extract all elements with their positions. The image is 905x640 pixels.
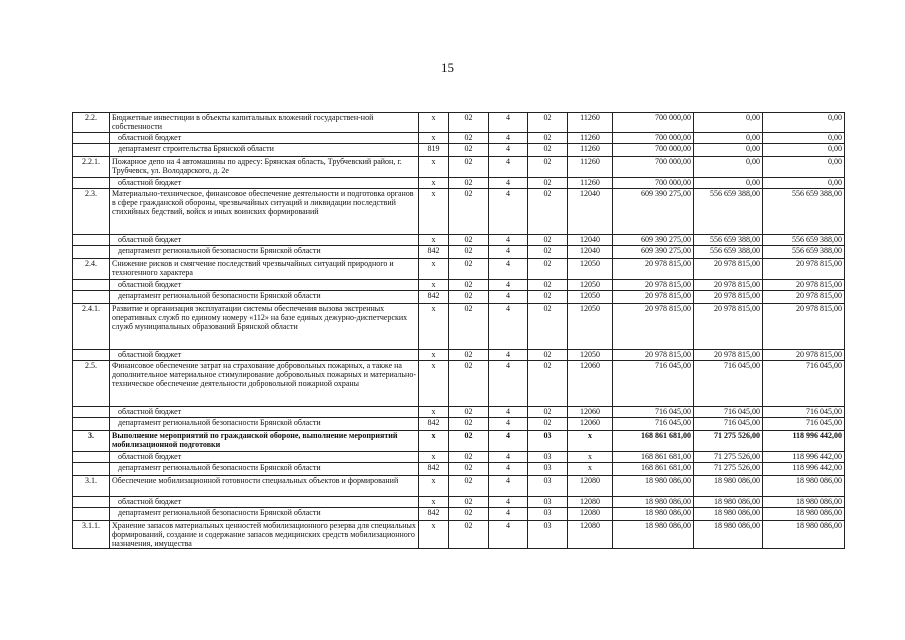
table-row (73, 476, 845, 497)
code-admin-cell: х (419, 157, 449, 178)
amount-year1-cell: 716 045,00 (613, 361, 694, 407)
code-direction-cell: 12040 (568, 246, 613, 259)
row-name-cell: Развитие и организация эксплуатации системы обеспечения вызова экстренных оперативных служб по единому номеру «112» на базе единых дежурно-диспетчерских служб муниципальных образований Брянской области (110, 304, 419, 350)
row-name-cell: Обеспечение мобилизационной готовности специальных объектов и формирований (110, 476, 419, 497)
code-program-cell: 4 (489, 476, 528, 497)
table-row (73, 189, 845, 235)
row-number-cell: 2.3. (73, 189, 110, 235)
amount-year3-cell: 18 980 086,00 (763, 508, 845, 521)
amount-year2-cell: 0,00 (694, 144, 763, 157)
row-name-cell: департамент региональной безопасности Брянской области (110, 291, 419, 304)
row-number-cell: 2.4. (73, 259, 110, 280)
code-subprogram-cell: 03 (528, 497, 568, 508)
table-row (73, 508, 845, 521)
amount-year3-cell: 0,00 (763, 157, 845, 178)
amount-year2-cell: 20 978 815,00 (694, 280, 763, 291)
code-direction-cell: 12050 (568, 280, 613, 291)
amount-year1-cell: 20 978 815,00 (613, 304, 694, 350)
amount-year3-cell: 20 978 815,00 (763, 280, 845, 291)
row-number-cell (73, 418, 110, 431)
code-section-cell: 02 (449, 189, 489, 235)
row-number-cell (73, 350, 110, 361)
row-name-cell: Выполнение мероприятий по гражданской обороне, выполнение мероприятий мобилизационной подготовки (110, 431, 419, 452)
code-admin-cell: х (419, 407, 449, 418)
table-row (73, 157, 845, 178)
amount-year3-cell: 20 978 815,00 (763, 259, 845, 280)
table-row (73, 407, 845, 418)
row-name-cell: областной бюджет (110, 280, 419, 291)
row-number-cell (73, 235, 110, 246)
code-subprogram-cell: 02 (528, 291, 568, 304)
code-direction-cell: 11260 (568, 144, 613, 157)
row-name-cell: областной бюджет (110, 452, 419, 463)
amount-year2-cell: 556 659 388,00 (694, 246, 763, 259)
row-name-cell: департамент строительства Брянской области (110, 144, 419, 157)
code-subprogram-cell: 02 (528, 280, 568, 291)
row-name-cell: Бюджетные инвестиции в объекты капитальных вложений государствен-ной собственности (110, 113, 419, 133)
amount-year3-cell: 118 996 442,00 (763, 431, 845, 452)
code-admin-cell: х (419, 178, 449, 189)
row-number-cell (73, 178, 110, 189)
code-subprogram-cell: 02 (528, 133, 568, 144)
amount-year2-cell: 716 045,00 (694, 418, 763, 431)
amount-year1-cell: 700 000,00 (613, 133, 694, 144)
row-name-cell: областной бюджет (110, 235, 419, 246)
code-section-cell: 02 (449, 497, 489, 508)
code-direction-cell: 12080 (568, 521, 613, 549)
code-section-cell: 02 (449, 291, 489, 304)
amount-year1-cell: 20 978 815,00 (613, 280, 694, 291)
code-direction-cell: 12060 (568, 407, 613, 418)
code-program-cell: 4 (489, 246, 528, 259)
code-program-cell: 4 (489, 521, 528, 549)
amount-year3-cell: 18 980 086,00 (763, 521, 845, 549)
amount-year1-cell: 168 861 681,00 (613, 463, 694, 476)
code-subprogram-cell: 02 (528, 113, 568, 133)
code-subprogram-cell: 02 (528, 189, 568, 235)
code-subprogram-cell: 02 (528, 304, 568, 350)
code-program-cell: 4 (489, 304, 528, 350)
code-direction-cell: 12050 (568, 350, 613, 361)
table-row (73, 431, 845, 452)
row-number-cell (73, 508, 110, 521)
row-name-cell: департамент региональной безопасности Брянской области (110, 463, 419, 476)
table-row (73, 497, 845, 508)
code-direction-cell: 12050 (568, 259, 613, 280)
code-subprogram-cell: 03 (528, 508, 568, 521)
code-admin-cell: 819 (419, 144, 449, 157)
code-program-cell: 4 (489, 157, 528, 178)
code-section-cell: 02 (449, 157, 489, 178)
row-number-cell: 3.1. (73, 476, 110, 497)
row-number-cell (73, 144, 110, 157)
amount-year2-cell: 20 978 815,00 (694, 259, 763, 280)
amount-year1-cell: 700 000,00 (613, 157, 694, 178)
row-number-cell (73, 452, 110, 463)
code-admin-cell: 842 (419, 291, 449, 304)
row-number-cell: 3. (73, 431, 110, 452)
code-section-cell: 02 (449, 431, 489, 452)
code-program-cell: 4 (489, 407, 528, 418)
amount-year1-cell: 609 390 275,00 (613, 189, 694, 235)
code-admin-cell: х (419, 361, 449, 407)
table-row (73, 235, 845, 246)
amount-year2-cell: 556 659 388,00 (694, 235, 763, 246)
code-section-cell: 02 (449, 407, 489, 418)
table-row (73, 246, 845, 259)
code-direction-cell: 11260 (568, 178, 613, 189)
row-name-cell: департамент региональной безопасности Брянской области (110, 246, 419, 259)
row-name-cell: областной бюджет (110, 178, 419, 189)
code-direction-cell: 12080 (568, 497, 613, 508)
table-row (73, 521, 845, 549)
code-program-cell: 4 (489, 235, 528, 246)
amount-year1-cell: 18 980 086,00 (613, 497, 694, 508)
amount-year3-cell: 556 659 388,00 (763, 235, 845, 246)
code-admin-cell: х (419, 521, 449, 549)
table-row (73, 452, 845, 463)
code-section-cell: 02 (449, 304, 489, 350)
code-direction-cell: 12060 (568, 418, 613, 431)
amount-year2-cell: 716 045,00 (694, 361, 763, 407)
row-name-cell: областной бюджет (110, 497, 419, 508)
table-row (73, 280, 845, 291)
amount-year3-cell: 20 978 815,00 (763, 304, 845, 350)
row-number-cell (73, 133, 110, 144)
code-section-cell: 02 (449, 246, 489, 259)
code-subprogram-cell: 02 (528, 407, 568, 418)
table-row (73, 418, 845, 431)
amount-year3-cell: 20 978 815,00 (763, 291, 845, 304)
amount-year2-cell: 18 980 086,00 (694, 497, 763, 508)
code-subprogram-cell: 02 (528, 144, 568, 157)
amount-year3-cell: 556 659 388,00 (763, 189, 845, 235)
code-direction-cell: 12080 (568, 508, 613, 521)
code-subprogram-cell: 02 (528, 178, 568, 189)
table-row (73, 259, 845, 280)
amount-year1-cell: 700 000,00 (613, 178, 694, 189)
code-admin-cell: 842 (419, 463, 449, 476)
code-program-cell: 4 (489, 259, 528, 280)
amount-year2-cell: 716 045,00 (694, 407, 763, 418)
code-section-cell: 02 (449, 178, 489, 189)
amount-year3-cell: 18 980 086,00 (763, 476, 845, 497)
code-subprogram-cell: 03 (528, 521, 568, 549)
amount-year3-cell: 118 996 442,00 (763, 463, 845, 476)
amount-year3-cell: 0,00 (763, 133, 845, 144)
code-admin-cell: х (419, 259, 449, 280)
code-program-cell: 4 (489, 133, 528, 144)
amount-year1-cell: 20 978 815,00 (613, 291, 694, 304)
amount-year1-cell: 18 980 086,00 (613, 476, 694, 497)
budget-table (72, 112, 845, 549)
amount-year2-cell: 18 980 086,00 (694, 508, 763, 521)
amount-year3-cell: 118 996 442,00 (763, 452, 845, 463)
code-section-cell: 02 (449, 463, 489, 476)
code-direction-cell: 12050 (568, 291, 613, 304)
code-admin-cell: х (419, 452, 449, 463)
code-section-cell: 02 (449, 133, 489, 144)
code-subprogram-cell: 03 (528, 452, 568, 463)
table-row (73, 178, 845, 189)
amount-year2-cell: 0,00 (694, 133, 763, 144)
code-admin-cell: х (419, 133, 449, 144)
code-subprogram-cell: 02 (528, 246, 568, 259)
code-admin-cell: х (419, 497, 449, 508)
row-number-cell (73, 497, 110, 508)
code-subprogram-cell: 02 (528, 418, 568, 431)
code-program-cell: 4 (489, 418, 528, 431)
code-subprogram-cell: 02 (528, 235, 568, 246)
row-number-cell (73, 246, 110, 259)
page-number: 15 (441, 60, 454, 75)
code-subprogram-cell: 02 (528, 259, 568, 280)
amount-year1-cell: 168 861 681,00 (613, 452, 694, 463)
code-direction-cell: 11260 (568, 113, 613, 133)
amount-year2-cell: 20 978 815,00 (694, 304, 763, 350)
row-name-cell: Снижение рисков и смягчение последствий чрезвычайных ситуаций природного и техногенного характера (110, 259, 419, 280)
code-program-cell: 4 (489, 361, 528, 407)
amount-year2-cell: 71 275 526,00 (694, 431, 763, 452)
code-program-cell: 4 (489, 291, 528, 304)
amount-year3-cell: 0,00 (763, 113, 845, 133)
code-subprogram-cell: 02 (528, 350, 568, 361)
row-number-cell (73, 463, 110, 476)
row-name-cell: Материально-техническое, финансовое обеспечение деятельности и подготовка органов в сфере гражданской обороны, чрезвычайных ситуаций и ликвидации последствий стихийных бедствий, войск и иных воинских формирований (110, 189, 419, 235)
row-name-cell: департамент региональной безопасности Брянской области (110, 418, 419, 431)
code-subprogram-cell: 03 (528, 431, 568, 452)
code-direction-cell: 12040 (568, 189, 613, 235)
code-admin-cell: х (419, 280, 449, 291)
amount-year3-cell: 716 045,00 (763, 361, 845, 407)
row-name-cell: Пожарное депо на 4 автомашины по адресу: Брянская область, Трубчевский район, г. Трубчевск, ул. Володарского, д. 2е (110, 157, 419, 178)
amount-year1-cell: 716 045,00 (613, 418, 694, 431)
amount-year1-cell: 700 000,00 (613, 113, 694, 133)
code-admin-cell: х (419, 113, 449, 133)
amount-year1-cell: 609 390 275,00 (613, 235, 694, 246)
code-admin-cell: х (419, 235, 449, 246)
code-program-cell: 4 (489, 113, 528, 133)
amount-year1-cell: 20 978 815,00 (613, 350, 694, 361)
row-name-cell: департамент региональной безопасности Брянской области (110, 508, 419, 521)
code-section-cell: 02 (449, 350, 489, 361)
table-row (73, 463, 845, 476)
amount-year2-cell: 0,00 (694, 157, 763, 178)
code-admin-cell: х (419, 476, 449, 497)
amount-year1-cell: 609 390 275,00 (613, 246, 694, 259)
code-program-cell: 4 (489, 463, 528, 476)
code-admin-cell: х (419, 304, 449, 350)
row-number-cell (73, 407, 110, 418)
code-direction-cell: х (568, 452, 613, 463)
code-direction-cell: х (568, 431, 613, 452)
code-section-cell: 02 (449, 508, 489, 521)
amount-year1-cell: 20 978 815,00 (613, 259, 694, 280)
code-section-cell: 02 (449, 280, 489, 291)
code-section-cell: 02 (449, 476, 489, 497)
code-direction-cell: 12050 (568, 304, 613, 350)
code-admin-cell: х (419, 189, 449, 235)
code-program-cell: 4 (489, 508, 528, 521)
code-direction-cell: 11260 (568, 133, 613, 144)
row-name-cell: областной бюджет (110, 350, 419, 361)
amount-year2-cell: 556 659 388,00 (694, 189, 763, 235)
row-number-cell (73, 291, 110, 304)
amount-year3-cell: 716 045,00 (763, 418, 845, 431)
row-number-cell: 2.2.1. (73, 157, 110, 178)
code-subprogram-cell: 03 (528, 463, 568, 476)
code-admin-cell: х (419, 431, 449, 452)
row-number-cell: 2.2. (73, 113, 110, 133)
table-row (73, 291, 845, 304)
code-program-cell: 4 (489, 280, 528, 291)
code-program-cell: 4 (489, 189, 528, 235)
table-row (73, 350, 845, 361)
code-section-cell: 02 (449, 144, 489, 157)
code-section-cell: 02 (449, 452, 489, 463)
code-program-cell: 4 (489, 350, 528, 361)
amount-year2-cell: 18 980 086,00 (694, 476, 763, 497)
amount-year1-cell: 168 861 681,00 (613, 431, 694, 452)
row-name-cell: областной бюджет (110, 407, 419, 418)
table-row (73, 144, 845, 157)
code-direction-cell: 12040 (568, 235, 613, 246)
code-direction-cell: 11260 (568, 157, 613, 178)
code-section-cell: 02 (449, 361, 489, 407)
code-section-cell: 02 (449, 259, 489, 280)
table-row (73, 133, 845, 144)
amount-year3-cell: 0,00 (763, 178, 845, 189)
amount-year3-cell: 716 045,00 (763, 407, 845, 418)
code-subprogram-cell: 02 (528, 361, 568, 407)
amount-year2-cell: 0,00 (694, 178, 763, 189)
amount-year1-cell: 716 045,00 (613, 407, 694, 418)
amount-year2-cell: 20 978 815,00 (694, 350, 763, 361)
code-program-cell: 4 (489, 452, 528, 463)
amount-year1-cell: 18 980 086,00 (613, 521, 694, 549)
code-direction-cell: 12080 (568, 476, 613, 497)
code-admin-cell: 842 (419, 246, 449, 259)
table-row (73, 113, 845, 133)
code-subprogram-cell: 02 (528, 157, 568, 178)
code-program-cell: 4 (489, 497, 528, 508)
table-row (73, 361, 845, 407)
amount-year2-cell: 20 978 815,00 (694, 291, 763, 304)
table-row (73, 304, 845, 350)
amount-year3-cell: 20 978 815,00 (763, 350, 845, 361)
code-program-cell: 4 (489, 178, 528, 189)
code-admin-cell: х (419, 350, 449, 361)
amount-year2-cell: 71 275 526,00 (694, 463, 763, 476)
row-name-cell: Хранение запасов материальных ценностей мобилизационного резерва для специальных формирований, создание и содержание запасов медицинских средств мобилизационного назначения, имущества (110, 521, 419, 549)
amount-year3-cell: 0,00 (763, 144, 845, 157)
amount-year3-cell: 556 659 388,00 (763, 246, 845, 259)
row-name-cell: областной бюджет (110, 133, 419, 144)
row-name-cell: Финансовое обеспечение затрат на страхование добровольных пожарных, а также на дополнительное материальное стимулирование добровольных пожарных и материально-техническое обеспечение деятельности добровольной пожарной охраны (110, 361, 419, 407)
row-number-cell (73, 280, 110, 291)
code-section-cell: 02 (449, 235, 489, 246)
code-admin-cell: 842 (419, 508, 449, 521)
amount-year1-cell: 700 000,00 (613, 144, 694, 157)
code-direction-cell: 12060 (568, 361, 613, 407)
row-number-cell: 3.1.1. (73, 521, 110, 549)
amount-year3-cell: 18 980 086,00 (763, 497, 845, 508)
code-section-cell: 02 (449, 113, 489, 133)
code-section-cell: 02 (449, 521, 489, 549)
code-subprogram-cell: 03 (528, 476, 568, 497)
row-number-cell: 2.4.1. (73, 304, 110, 350)
code-program-cell: 4 (489, 431, 528, 452)
code-admin-cell: 842 (419, 418, 449, 431)
row-number-cell: 2.5. (73, 361, 110, 407)
code-program-cell: 4 (489, 144, 528, 157)
amount-year2-cell: 18 980 086,00 (694, 521, 763, 549)
amount-year1-cell: 18 980 086,00 (613, 508, 694, 521)
code-section-cell: 02 (449, 418, 489, 431)
amount-year2-cell: 0,00 (694, 113, 763, 133)
code-direction-cell: х (568, 463, 613, 476)
amount-year2-cell: 71 275 526,00 (694, 452, 763, 463)
